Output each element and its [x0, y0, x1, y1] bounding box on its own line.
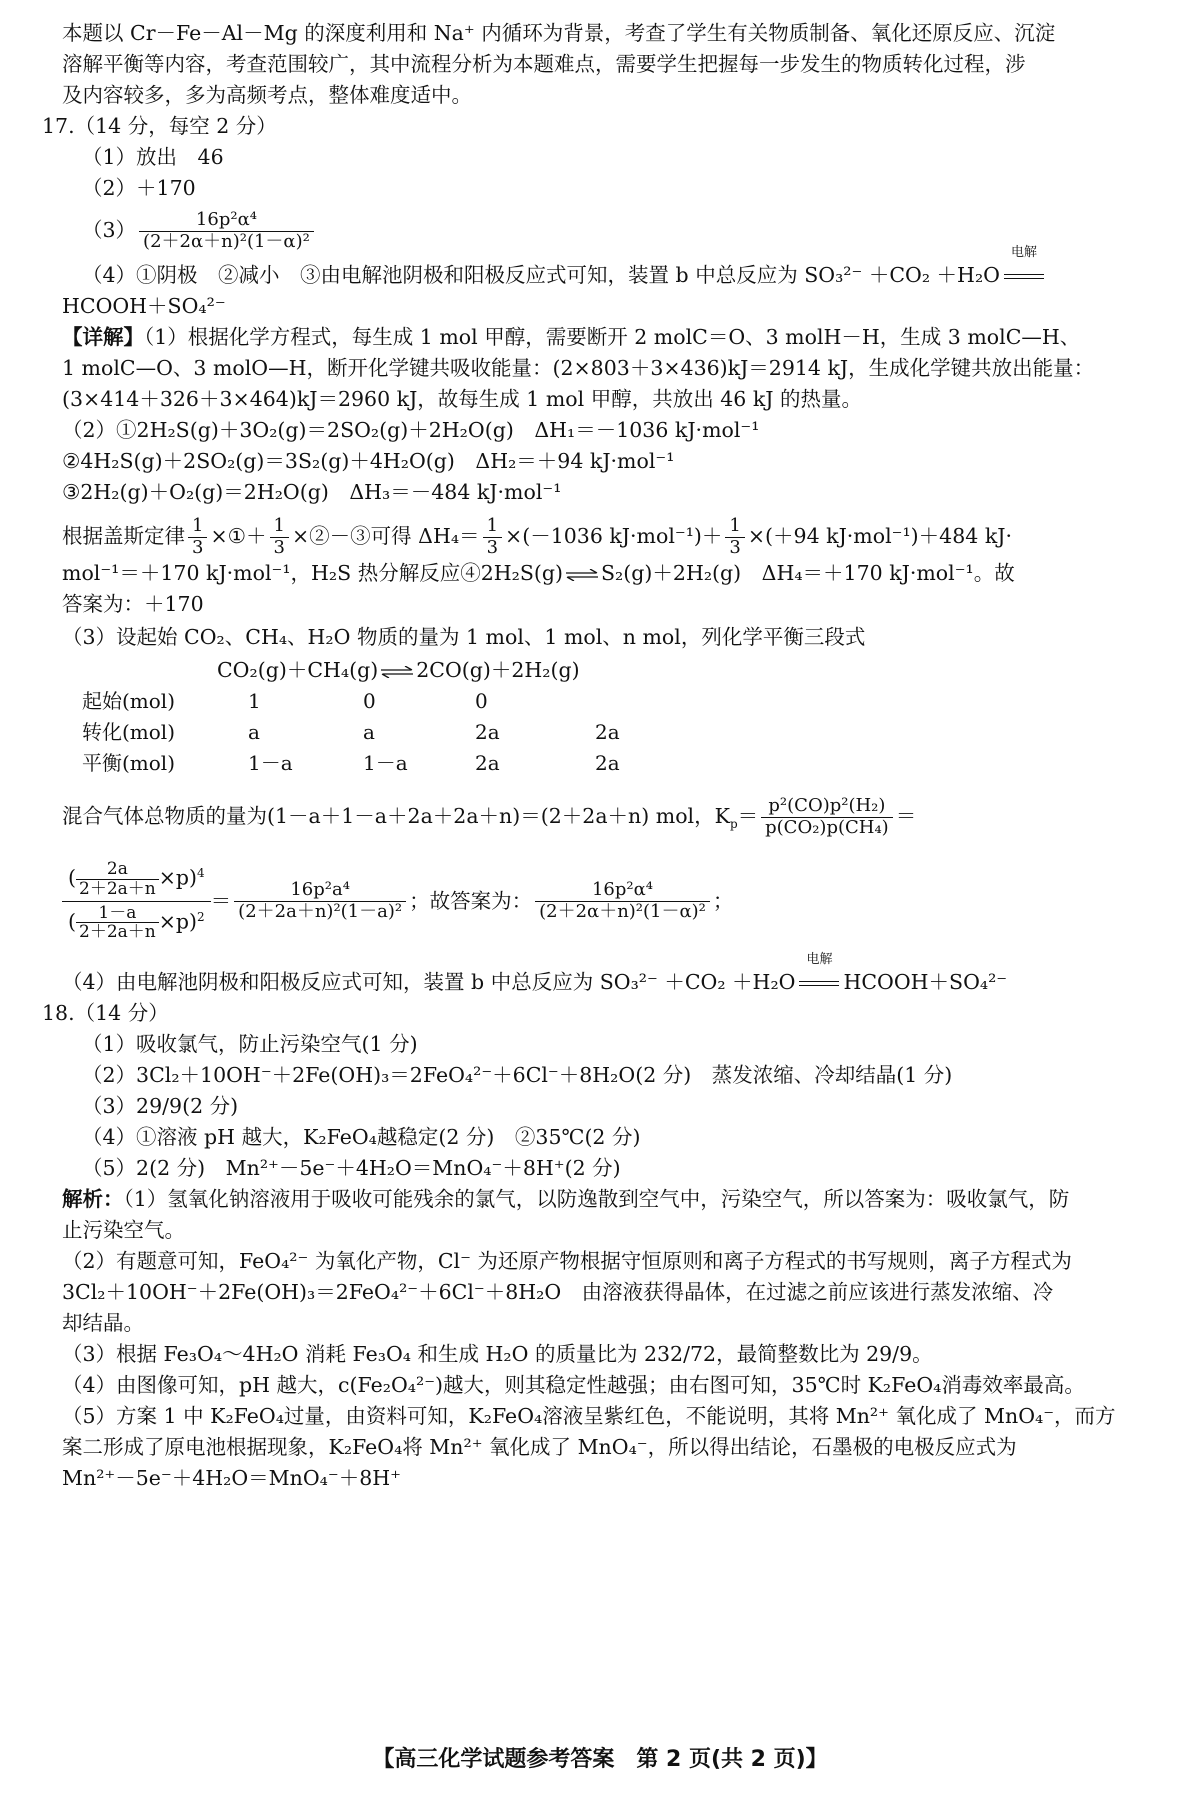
inner-fraction [76, 860, 159, 898]
fraction-numerator: p²(CO)p²(H₂) [761, 796, 893, 818]
mix-text: ＝ [737, 804, 759, 828]
q18-analysis-5-line3: Mn²⁺－5e⁻＋4H₂O＝MnO₄⁻＋8H⁺ [62, 1466, 401, 1490]
fraction-one-third [483, 516, 502, 558]
result-fraction [234, 880, 406, 922]
kp-derivation [62, 845, 1142, 957]
fraction-denominator: 3 [192, 537, 204, 558]
so-answer-text: ；故答案为： [409, 888, 533, 913]
table-cell: 0 [363, 689, 376, 713]
fraction-denominator: 3 [273, 537, 285, 558]
q17-a4-text: （4）①阴极 ②减小 ③由电解池阴极和阳极反应式可知，装置 b 中总反应为 SO₃²⁻ ＋CO₂ ＋H₂O [82, 263, 1000, 287]
mix-text: ＝ [895, 804, 917, 828]
ice-reactants: CO₂(g)＋CH₄(g) [217, 658, 379, 682]
fraction-denominator: 2＋2a＋n [79, 878, 156, 899]
intro-line: 本题以 Cr－Fe－Al－Mg 的深度利用和 Na⁺ 内循环为背景，考查了学生有关物质制备、氧化还原反应、沉淀 [62, 21, 1056, 45]
kp-fraction [761, 796, 893, 838]
fraction-numerator: 1 [188, 516, 207, 538]
table-cell: 0 [475, 689, 488, 713]
mix-gas-line [62, 791, 1142, 841]
question-17 [42, 111, 1142, 998]
q18-analysis-2-line2: 3Cl₂＋10OH⁻＋2Fe(OH)₃＝2FeO₄²⁻＋6Cl⁻＋8H₂O 由溶液获得晶体，在过滤之前应该进行蒸发浓缩、冷 [62, 1280, 1054, 1304]
fraction-numerator: 1 [725, 516, 744, 538]
table-cell: a [363, 720, 375, 744]
fraction-denominator: 3 [729, 537, 741, 558]
q18-analysis-4: （4）由图像可知，pH 越大，c(Fe₂O₄²⁻)越大，则其稳定性越强；由右图可知，35℃时 K₂FeO₄消毒效率最高。 [62, 1373, 1085, 1397]
detail-text: （4）由电解池阴极和阳极反应式可知，装置 b 中总反应为 SO₃²⁻ ＋CO₂ ＋H₂O [62, 970, 796, 994]
ice-products: 2CO(g)＋2H₂(g) [416, 658, 580, 682]
big-denominator: ( $\frac{1-a}{2+2a+n}$ ×p)$^2$ [68, 902, 205, 943]
question-18 [42, 998, 1142, 1494]
q18-analysis-1 [62, 1184, 1142, 1215]
table-cell [595, 686, 675, 717]
table-cell: 平衡(mol) [82, 751, 176, 775]
q17-answer-2: （2）＋170 [82, 176, 196, 200]
detail-text: HCOOH＋SO₄²⁻ [843, 970, 1008, 994]
answer-fraction [535, 880, 710, 922]
fraction-numerator: 1 [483, 516, 502, 538]
fraction-numerator: 16p²α⁴ [535, 880, 710, 902]
equals: ＝ [210, 888, 232, 913]
semicolon: ； [712, 888, 734, 913]
fraction-one-third [725, 516, 744, 558]
q18-analysis-3: （3）根据 Fe₃O₄～4H₂O 消耗 Fe₃O₄ 和生成 H₂O 的质量比为 232/72，最简整数比为 29/9。 [62, 1342, 933, 1366]
kp-big-fraction [62, 858, 211, 944]
hess-law-line2 [62, 558, 1142, 589]
q17-a3-prefix: （3） [82, 218, 137, 242]
q17-equation-3: ③2H₂(g)＋O₂(g)＝2H₂O(g) ΔH₃＝－484 kJ·mol⁻¹ [62, 480, 562, 504]
fraction-numerator: 16p²α⁴ [139, 210, 314, 232]
hess-text: 根据盖斯定律 [62, 524, 185, 548]
q17-detail-4 [62, 952, 1142, 998]
table-cell: 起始(mol) [82, 689, 176, 713]
table-row [82, 686, 675, 717]
hess-law-line [62, 514, 1142, 558]
q18-answer-3: （3）29/9(2 分) [82, 1094, 239, 1118]
q18-answer-2: （2）3Cl₂＋10OH⁻＋2Fe(OH)₃＝2FeO₄²⁻＋6Cl⁻＋8H₂O(2 分) 蒸发浓缩、冷却结晶(1 分) [82, 1063, 953, 1087]
hess-law-line3: 答案为：＋170 [62, 592, 204, 616]
inner-fraction [76, 904, 159, 942]
analysis-label: 解析： [62, 1187, 124, 1211]
fraction-denominator: 3 [486, 537, 499, 558]
fraction-one-third [270, 516, 289, 558]
table-cell: 转化(mol) [82, 720, 176, 744]
reversible-arrow-icon [380, 666, 414, 678]
fraction-denominator: 2＋2a＋n [79, 922, 156, 943]
answer-page [42, 18, 1142, 1494]
table-row [82, 748, 675, 779]
intro-line: 及内容较多，多为高频考点，整体难度适中。 [62, 83, 472, 107]
fraction-denominator: p(CO₂)p(CH₄) [765, 817, 889, 838]
table-cell: 2a [475, 751, 500, 775]
reversible-arrow-icon [565, 569, 599, 581]
q17-a3-fraction [139, 210, 314, 252]
q17-detail-1 [62, 322, 1142, 353]
table-cell: a [248, 720, 260, 744]
fraction-numerator: 2a [76, 860, 159, 880]
hess-text: ×①＋ [210, 524, 267, 548]
q17-detail-1-line3: (3×414＋326＋3×464)kJ＝2960 kJ，故每生成 1 mol 甲醇，共放出 46 kJ 的热量。 [62, 387, 862, 411]
q18-answer-4: （4）①溶液 pH 越大，K₂FeO₄越稳定(2 分) ②35℃(2 分) [82, 1125, 641, 1149]
q17-header: 17.（14 分，每空 2 分） [42, 114, 277, 138]
intro-line: 溶解平衡等内容，考查范围较广，其中流程分析为本题难点，需要学生把握每一步发生的物质转化过程，涉 [62, 52, 1026, 76]
kp-subscript: p [729, 817, 738, 832]
electrolysis-equals-sign [799, 952, 839, 998]
page-footer: 【高三化学试题参考答案 第 2 页(共 2 页)】 [372, 1747, 828, 1772]
electrolysis-label: 电解 [1010, 245, 1037, 260]
table-cell: 2a [595, 720, 620, 744]
mix-text: 混合气体总物质的量为(1－a＋1－a＋2a＋2a＋n)＝(2＋2a＋n) mol，K [62, 804, 730, 828]
times-p: ×p [158, 865, 190, 890]
q18-answer-5: （5）2(2 分) Mn²⁺－5e⁻＋4H₂O＝MnO₄⁻＋8H⁺(2 分) [82, 1156, 621, 1180]
q18-answer-1: （1）吸收氯气，防止污染空气(1 分) [82, 1032, 418, 1056]
fraction-denominator: (2＋2α＋n)²(1－α)² [143, 231, 310, 252]
hess-text: ×(－1036 kJ·mol⁻¹)＋ [505, 524, 723, 548]
ice-table [82, 686, 675, 779]
hess-text: ×(＋94 kJ·mol⁻¹)＋484 kJ· [747, 524, 1012, 548]
electrolysis-equals-sign [1004, 245, 1044, 291]
q18-analysis-5-line2: 案二形成了原电池根据现象，K₂FeO₄将 Mn²⁺ 氧化成了 MnO₄⁻，所以得出结论，石墨极的电极反应式为 [62, 1435, 1017, 1459]
detail-text: （1）根据化学方程式，每生成 1 mol 甲醇，需要断开 2 molC＝O、3 molH－H，生成 3 molC—H、 [144, 325, 1081, 349]
hess-text: ×②－③可得 ΔH₄＝ [291, 524, 480, 548]
fraction-numerator: 1 [270, 516, 289, 538]
table-row [82, 717, 675, 748]
hess-text: S₂(g)＋2H₂(g) ΔH₄＝＋170 kJ·mol⁻¹。故 [601, 561, 1015, 585]
q17-a4-products: HCOOH＋SO₄²⁻ [62, 294, 226, 318]
q17-answer-4 [62, 245, 1142, 291]
fraction-denominator: (2＋2α＋n)²(1－α)² [539, 900, 706, 922]
q17-equation-1: （2）①2H₂S(g)＋3O₂(g)＝2SO₂(g)＋2H₂O(g) ΔH₁＝－1036 kJ·mol⁻¹ [62, 418, 760, 442]
table-cell: 1－a [363, 751, 408, 775]
analysis-text: （1）氢氧化钠溶液用于吸收可能残余的氯气，以防逸散到空气中，污染空气，所以答案为：吸收氯气，防 [123, 1187, 1070, 1211]
table-cell: 1－a [248, 751, 293, 775]
q18-analysis-2: （2）有题意可知，FeO₄²⁻ 为氧化产物，Cl⁻ 为还原产物根据守恒原则和离子方程式的书写规则，离子方程式为 [62, 1249, 1072, 1273]
table-cell: 1 [248, 689, 261, 713]
q18-analysis-5: （5）方案 1 中 K₂FeO₄过量，由资料可知，K₂FeO₄溶液呈紫红色，不能说明，其将 Mn²⁺ 氧化成了 MnO₄⁻，而方 [62, 1404, 1116, 1428]
q18-analysis-2-line3: 却结晶。 [62, 1311, 144, 1335]
fraction-numerator: 1－a [76, 904, 159, 924]
times-p: ×p [158, 909, 190, 934]
q17-detail-3: （3）设起始 CO₂、CH₄、H₂O 物质的量为 1 mol、1 mol、n mol，列化学平衡三段式 [62, 625, 866, 649]
hess-text: mol⁻¹＝＋170 kJ·mol⁻¹，H₂S 热分解反应④2H₂S(g) [62, 561, 564, 585]
fraction-numerator: 16p²a⁴ [234, 880, 406, 902]
q18-analysis-1-line2: 止污染空气。 [62, 1218, 185, 1242]
fraction-one-third [188, 516, 207, 558]
detail-label: 【详解】 [62, 325, 144, 349]
table-cell: 2a [475, 720, 500, 744]
q17-answer-1: （1）放出 46 [82, 145, 224, 169]
ice-equation [62, 655, 1142, 686]
q17-answer-3 [62, 204, 1142, 256]
fraction-denominator: (2＋2a＋n)²(1－a)² [238, 900, 403, 922]
table-cell: 2a [595, 751, 620, 775]
q17-equation-2: ②4H₂S(g)＋2SO₂(g)＝3S₂(g)＋4H₂O(g) ΔH₂＝＋94 kJ·mol⁻¹ [62, 449, 675, 473]
intro-paragraph [62, 18, 1142, 111]
big-numerator: ( $\frac{2a}{2+2a+n}$ ×p)$^4$ [62, 858, 211, 901]
electrolysis-label: 电解 [806, 952, 833, 967]
q17-detail-1-line2: 1 molC—O、3 molO—H，断开化学键共吸收能量：(2×803＋3×436)kJ＝2914 kJ，生成化学键共放出能量： [62, 356, 1095, 380]
q18-header: 18.（14 分） [42, 1001, 169, 1025]
